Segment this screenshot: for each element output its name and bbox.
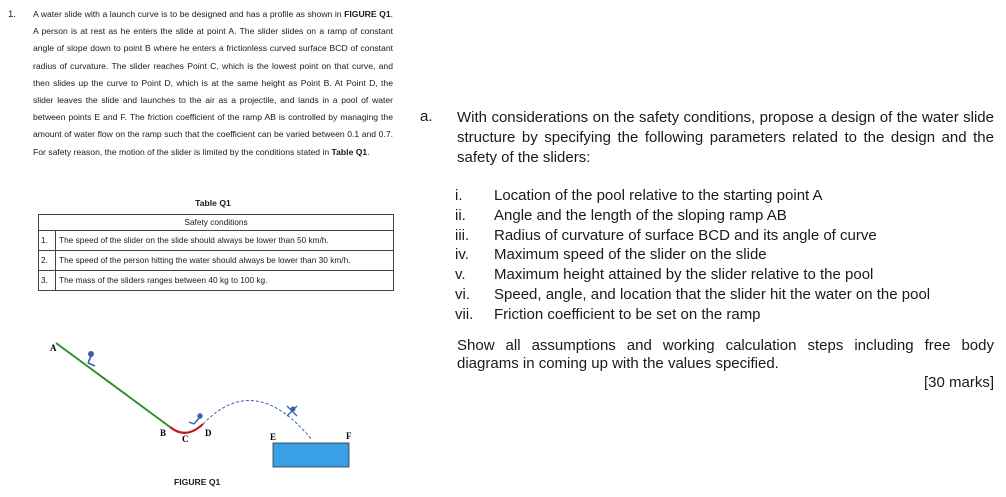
row-number: 2. bbox=[39, 251, 56, 271]
intro-text-1: A water slide with a launch curve is to be designed and has a profile as shown in bbox=[33, 9, 345, 19]
part-a-text: With considerations on the safety conditions, propose a design of the water slide structure by specifying the following parameters related to the design and the safety of the sliders: bbox=[457, 109, 994, 166]
list-item bbox=[455, 245, 930, 265]
label-e: E bbox=[270, 432, 277, 442]
instructions-text: Show all assumptions and working calculation steps including free body diagrams in coming up with the values specified. bbox=[457, 337, 994, 372]
item-number: ii. bbox=[455, 206, 466, 224]
list-item bbox=[455, 226, 930, 246]
figure-reference: FIGURE Q1 bbox=[344, 9, 391, 19]
list-item bbox=[455, 206, 930, 226]
item-number: iv. bbox=[455, 246, 469, 264]
list-item bbox=[455, 305, 930, 325]
problem-statement bbox=[33, 6, 393, 161]
label-b: B bbox=[160, 428, 167, 438]
ramp-ab bbox=[56, 343, 170, 427]
row-text: The mass of the sliders ranges between 40 kg to 100 kg. bbox=[56, 271, 394, 291]
table-header-row bbox=[39, 215, 394, 231]
figure-caption: FIGURE Q1 bbox=[174, 477, 221, 487]
slider-icon-top bbox=[88, 352, 95, 366]
water-slide-figure bbox=[0, 330, 400, 475]
table-row bbox=[39, 251, 394, 271]
row-number: 1. bbox=[39, 231, 56, 251]
item-number: i. bbox=[455, 187, 463, 204]
item-number: vii. bbox=[455, 305, 474, 323]
slider-icon-air bbox=[287, 406, 297, 416]
table-row bbox=[39, 271, 394, 291]
table-reference: Table Q1 bbox=[331, 146, 368, 157]
row-text: The speed of the person hitting the water should always be lower than 30 km/h. bbox=[56, 251, 394, 271]
item-text: Location of the pool relative to the starting point A bbox=[494, 187, 823, 204]
item-number: v. bbox=[455, 266, 466, 284]
table-header: Safety conditions bbox=[39, 215, 394, 231]
table-row bbox=[39, 231, 394, 251]
part-a-letter: a. bbox=[420, 108, 433, 125]
item-text: Maximum speed of the slider on the slide bbox=[494, 246, 767, 264]
label-a: A bbox=[50, 343, 57, 353]
intro-text-2: . A person is at rest as he enters the slide at point A. The slider slides on a ramp of constant angle of slope down to point B where he enters a frictionless curved surface BCD of constant radius of curvature. The slider reaches Point C, which is the lowest point on that curve, and then slides up the curve to Point D, which is at the same height as Point B. At Point D, the slider leaves the slide and launches to the air as a projectile, and lands in a pool of water between points E and F. The friction coefficient of the ramp AB is controlled by managing the amount of water flow on the ramp such that the coefficient can be varied between 0.1 and 0.7. For safety reason, the motion of the slider is limited by the conditions stated in bbox=[33, 9, 393, 157]
curve-bcd bbox=[170, 424, 203, 433]
list-item bbox=[455, 186, 930, 206]
item-text: Angle and the length of the sloping ramp AB bbox=[494, 206, 787, 224]
intro-text-3: . bbox=[367, 146, 370, 157]
question-number: 1. bbox=[8, 9, 16, 20]
label-c: C bbox=[182, 434, 189, 444]
item-number: iii. bbox=[455, 226, 470, 244]
label-f: F bbox=[346, 431, 352, 441]
item-text: Speed, angle, and location that the slider hit the water on the pool bbox=[494, 285, 931, 303]
parameter-list bbox=[455, 186, 930, 325]
safety-conditions-table bbox=[38, 214, 394, 291]
row-number: 3. bbox=[39, 271, 56, 291]
list-item bbox=[455, 265, 930, 285]
projectile-trajectory bbox=[203, 400, 312, 440]
label-d: D bbox=[205, 428, 212, 438]
item-text: Friction coefficient to be set on the ramp bbox=[494, 305, 761, 323]
item-number: vi. bbox=[455, 285, 470, 303]
item-text: Maximum height attained by the slider relative to the pool bbox=[494, 266, 874, 284]
slider-icon-launch bbox=[189, 414, 202, 424]
table-title: Table Q1 bbox=[195, 198, 231, 208]
list-item bbox=[455, 285, 930, 305]
marks-label: [30 marks] bbox=[923, 374, 994, 391]
item-text: Radius of curvature of surface BCD and its angle of curve bbox=[494, 226, 877, 244]
pool bbox=[273, 443, 349, 467]
row-text: The speed of the slider on the slide should always be lower than 50 km/h. bbox=[56, 231, 394, 251]
